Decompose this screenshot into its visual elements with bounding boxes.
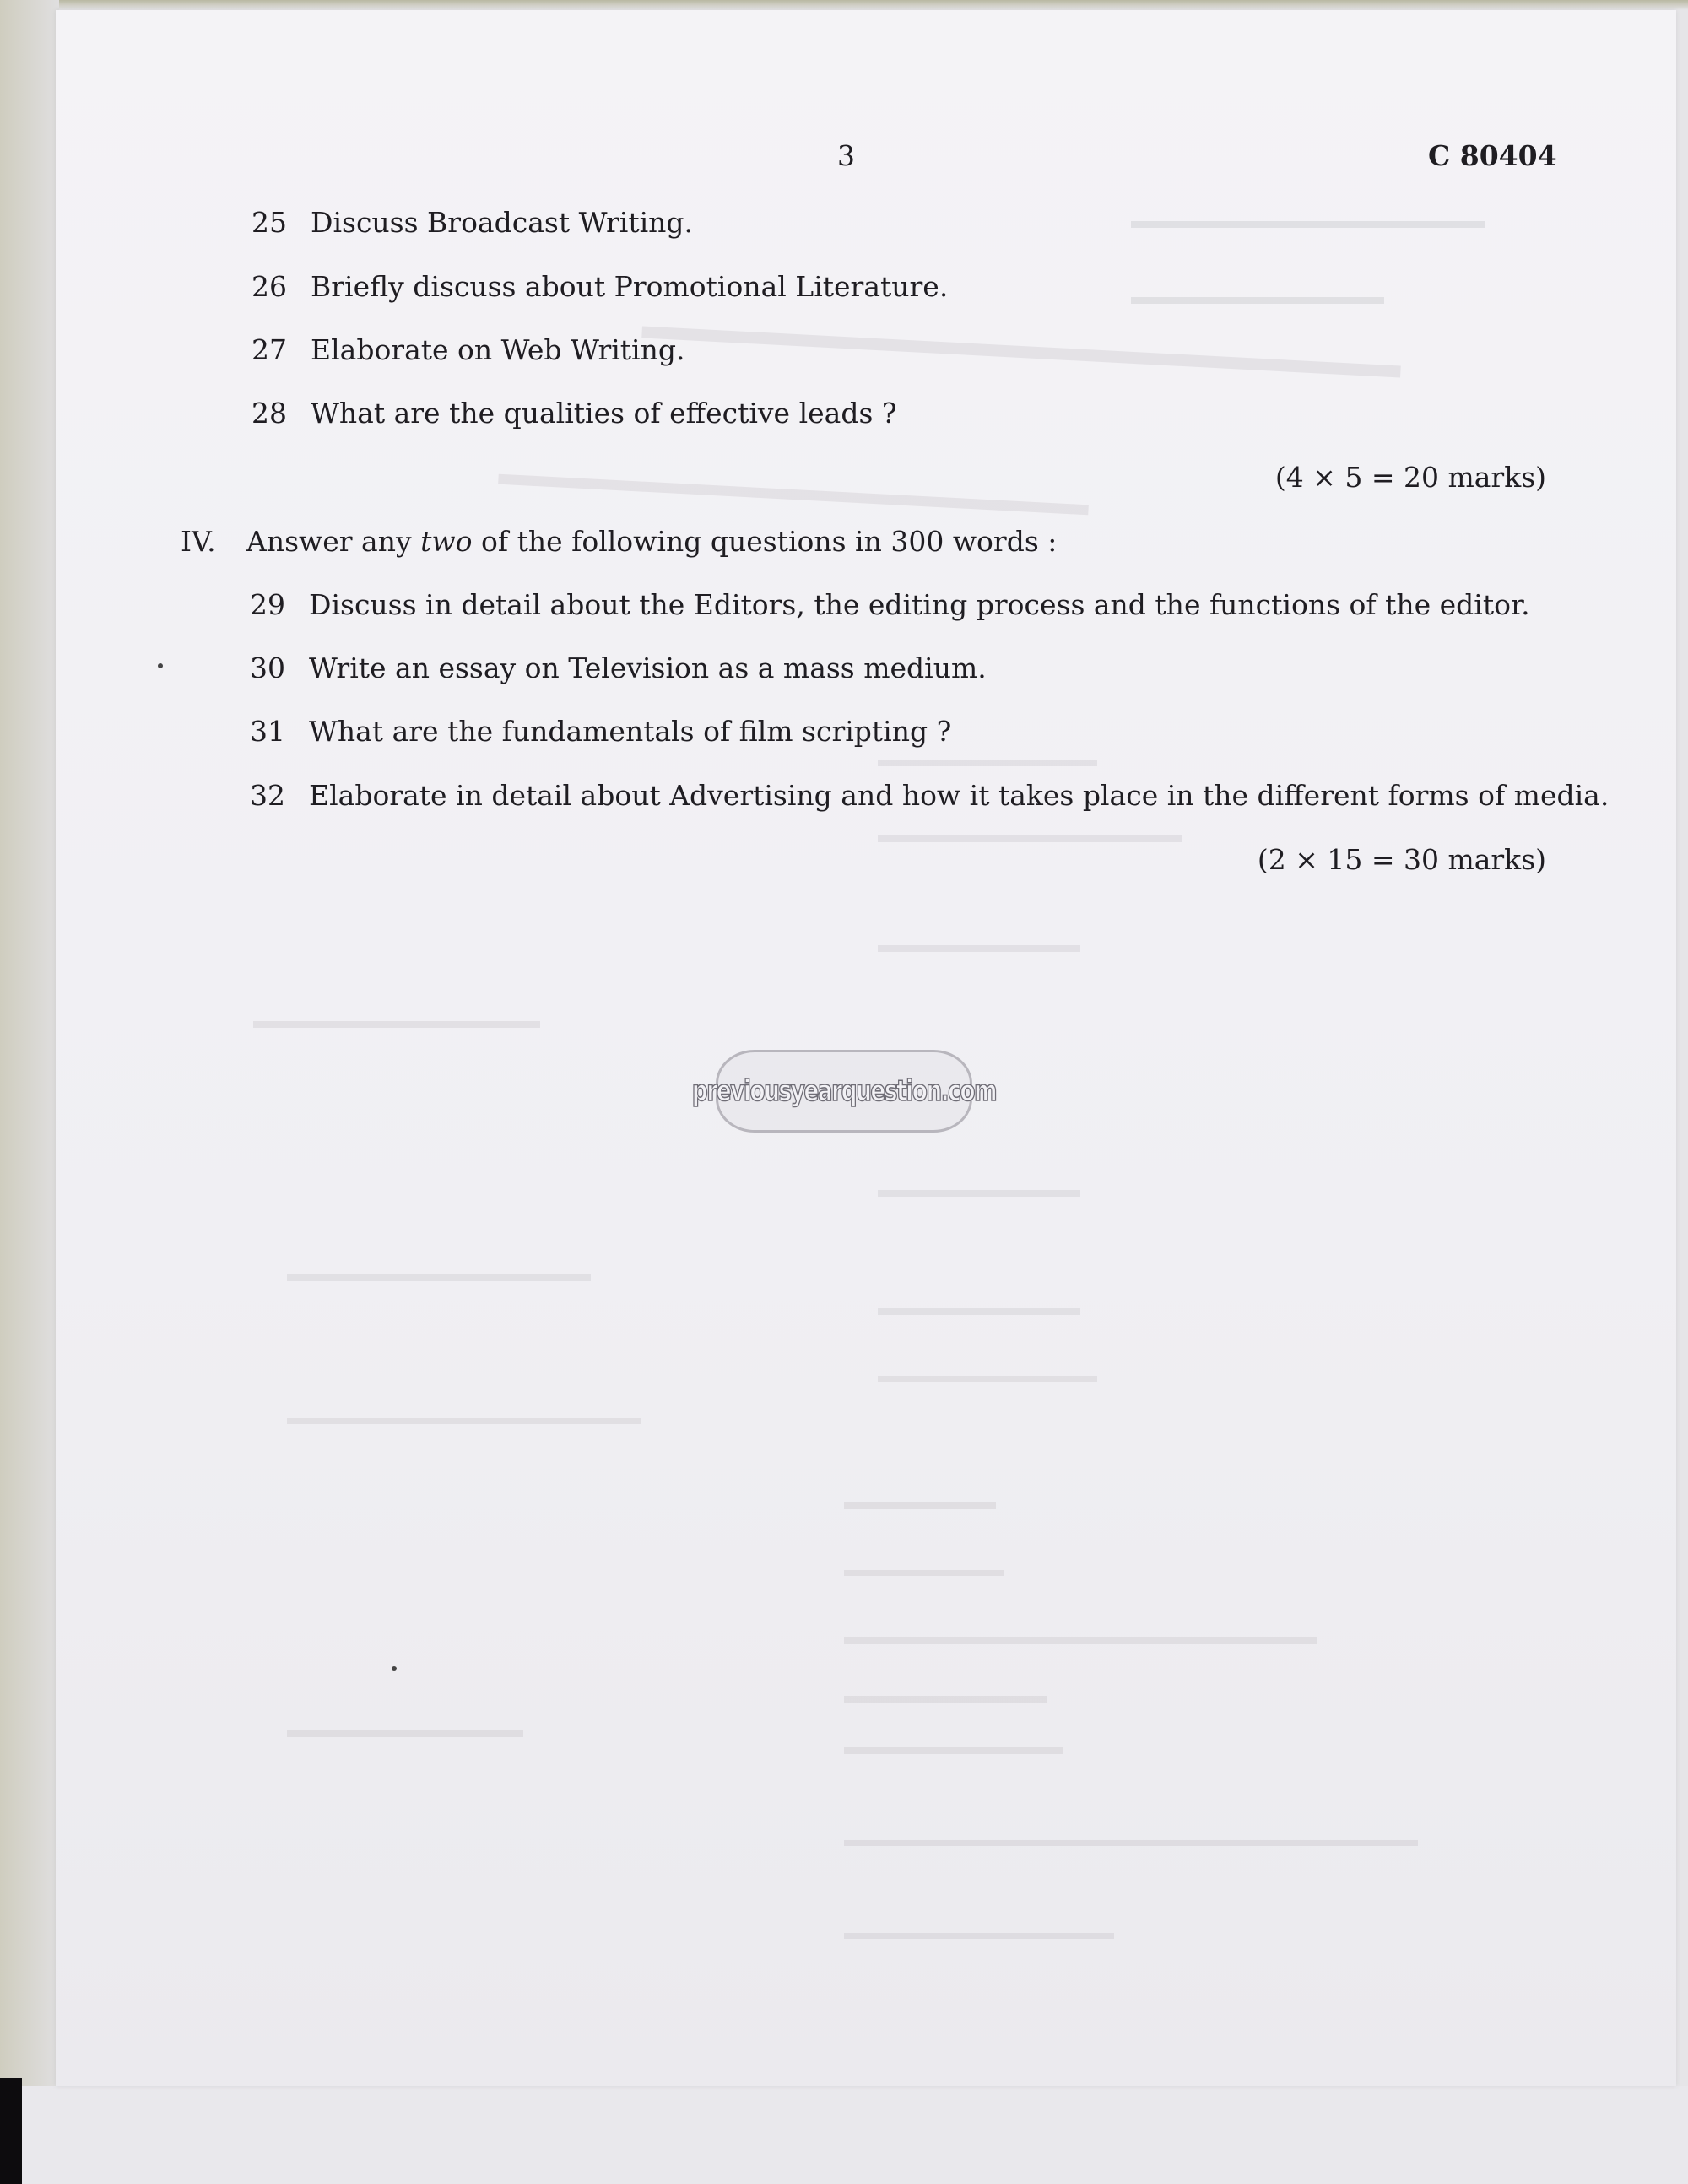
scan-speck <box>392 1666 397 1671</box>
question-text: Discuss in detail about the Editors, the editing process and the functions of the editor. <box>309 588 1530 621</box>
section3-marks: (4 × 5 = 20 marks) <box>1274 461 1546 494</box>
section4-numeral: IV. <box>181 525 216 558</box>
scanner-edge-left <box>0 0 59 2184</box>
scanner-black-bar <box>0 2078 22 2184</box>
question-text: Write an essay on Television as a mass medium. <box>309 651 987 684</box>
question-28 <box>252 397 897 430</box>
question-number: 29 <box>250 588 285 621</box>
question-number: 26 <box>252 270 287 303</box>
question-26 <box>252 270 949 303</box>
scan-speck <box>158 663 163 668</box>
section4-instruction-emphasis: two <box>420 525 473 558</box>
page-number: 3 <box>837 139 855 172</box>
question-text: What are the qualities of effective leads ? <box>311 397 897 430</box>
paper-code: C 80404 <box>1428 139 1557 172</box>
question-29 <box>250 588 1530 621</box>
question-number: 30 <box>250 651 285 684</box>
scanner-bottom-strip <box>0 2086 1688 2184</box>
question-number: 25 <box>252 206 287 239</box>
question-text: Elaborate in detail about Advertising and how it takes place in the different forms of media. <box>309 779 1610 812</box>
scanner-edge-top <box>0 0 1688 10</box>
question-number: 28 <box>252 397 287 430</box>
section4-heading <box>181 525 1058 558</box>
section4-instruction-before: Answer any <box>246 525 421 558</box>
watermark-text: previousyearquestion.com <box>691 1074 997 1108</box>
question-32 <box>250 779 1610 812</box>
section4-marks: (2 × 15 = 30 marks) <box>1257 843 1546 876</box>
watermark-logo <box>691 1050 997 1133</box>
question-number: 32 <box>250 779 285 812</box>
question-number: 27 <box>252 333 287 366</box>
question-30 <box>250 651 987 684</box>
question-text: Discuss Broadcast Writing. <box>311 206 694 239</box>
page-sheet <box>56 10 1676 2086</box>
question-27 <box>252 333 685 366</box>
question-number: 31 <box>250 715 285 748</box>
question-25 <box>252 206 694 239</box>
question-text: What are the fundamentals of film scripting ? <box>309 715 952 748</box>
question-text: Briefly discuss about Promotional Literature. <box>311 270 949 303</box>
question-text: Elaborate on Web Writing. <box>311 333 685 366</box>
section4-instruction-after: of the following questions in 300 words : <box>472 525 1058 558</box>
question-31 <box>250 715 952 748</box>
